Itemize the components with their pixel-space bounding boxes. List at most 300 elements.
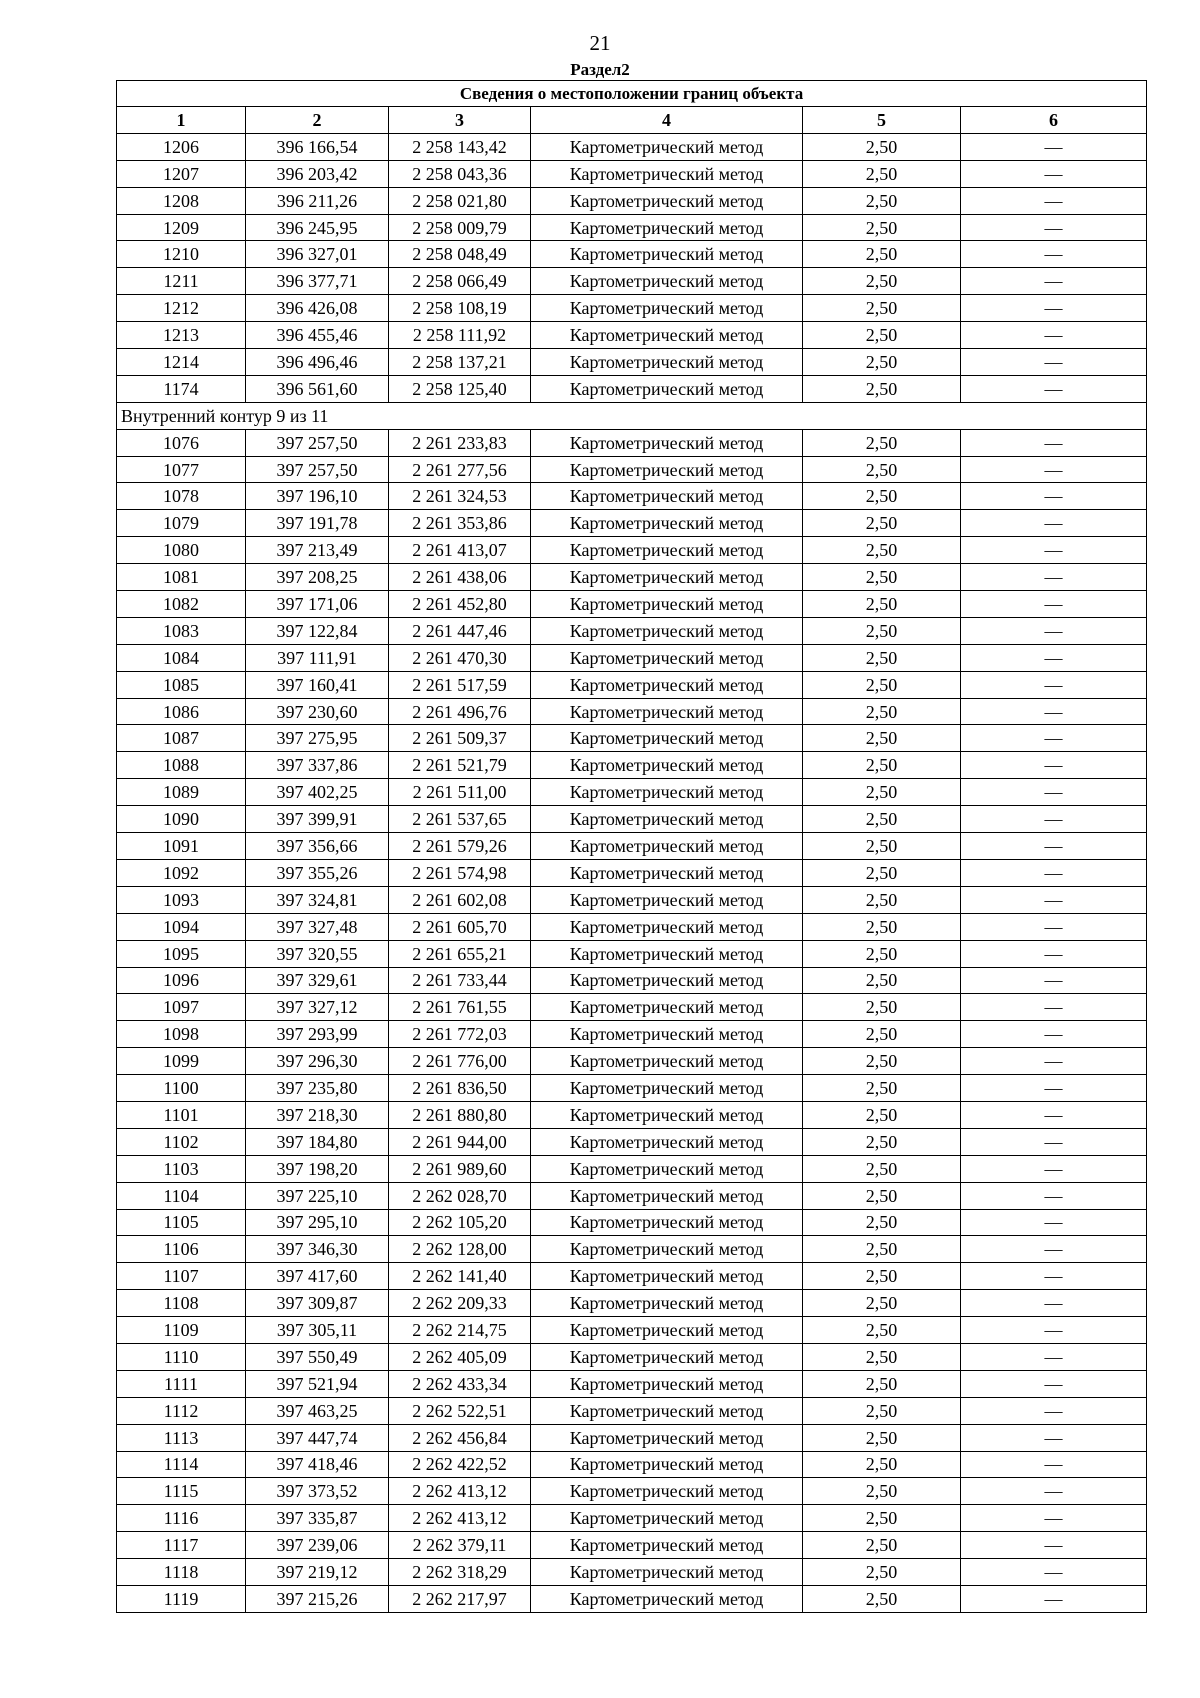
y-coordinate-cell: 2 261 602,08 [389,886,531,913]
y-coordinate-cell: 2 262 105,20 [389,1209,531,1236]
table-row [117,1075,1147,1102]
y-coordinate-cell: 2 262 028,70 [389,1182,531,1209]
table-row [117,752,1147,779]
table-row [117,1585,1147,1612]
accuracy-cell: 2,50 [803,725,961,752]
y-coordinate-cell: 2 262 405,09 [389,1343,531,1370]
table-row [117,1101,1147,1128]
x-coordinate-cell: 397 213,49 [246,537,389,564]
method-cell: Картометрический метод [531,1505,803,1532]
description-cell: — [961,483,1147,510]
table-header-row [117,107,1147,134]
point-number-cell: 1213 [117,322,246,349]
point-number-cell: 1089 [117,779,246,806]
point-number-cell: 1207 [117,160,246,187]
column-header: 2 [246,107,389,134]
point-number-cell: 1082 [117,591,246,618]
accuracy-cell: 2,50 [803,510,961,537]
y-coordinate-cell: 2 262 379,11 [389,1532,531,1559]
accuracy-cell: 2,50 [803,133,961,160]
accuracy-cell: 2,50 [803,806,961,833]
table-row [117,1424,1147,1451]
accuracy-cell: 2,50 [803,967,961,994]
accuracy-cell: 2,50 [803,1021,961,1048]
x-coordinate-cell: 396 211,26 [246,187,389,214]
x-coordinate-cell: 397 329,61 [246,967,389,994]
x-coordinate-cell: 397 305,11 [246,1317,389,1344]
y-coordinate-cell: 2 261 574,98 [389,859,531,886]
point-number-cell: 1210 [117,241,246,268]
accuracy-cell: 2,50 [803,833,961,860]
y-coordinate-cell: 2 258 009,79 [389,214,531,241]
description-cell: — [961,295,1147,322]
table-row [117,1397,1147,1424]
accuracy-cell: 2,50 [803,160,961,187]
method-cell: Картометрический метод [531,752,803,779]
table-row [117,994,1147,1021]
point-number-cell: 1118 [117,1559,246,1586]
method-cell: Картометрический метод [531,1128,803,1155]
x-coordinate-cell: 397 218,30 [246,1101,389,1128]
table-row [117,1370,1147,1397]
accuracy-cell: 2,50 [803,940,961,967]
description-cell: — [961,1532,1147,1559]
description-cell: — [961,1370,1147,1397]
point-number-cell: 1093 [117,886,246,913]
accuracy-cell: 2,50 [803,268,961,295]
accuracy-cell: 2,50 [803,295,961,322]
x-coordinate-cell: 397 215,26 [246,1585,389,1612]
table-row [117,698,1147,725]
table-row [117,1128,1147,1155]
description-cell: — [961,591,1147,618]
table-body-group-1 [117,133,1147,402]
x-coordinate-cell: 396 426,08 [246,295,389,322]
point-number-cell: 1212 [117,295,246,322]
accuracy-cell: 2,50 [803,1236,961,1263]
method-cell: Картометрический метод [531,1263,803,1290]
y-coordinate-cell: 2 261 733,44 [389,967,531,994]
table-row [117,268,1147,295]
accuracy-cell: 2,50 [803,1370,961,1397]
table-row [117,1451,1147,1478]
point-number-cell: 1209 [117,214,246,241]
accuracy-cell: 2,50 [803,591,961,618]
point-number-cell: 1106 [117,1236,246,1263]
y-coordinate-cell: 2 261 447,46 [389,617,531,644]
table-caption: Сведения о местоположении границ объекта [117,81,1147,107]
point-number-cell: 1109 [117,1317,246,1344]
x-coordinate-cell: 397 521,94 [246,1370,389,1397]
point-number-cell: 1112 [117,1397,246,1424]
method-cell: Картометрический метод [531,940,803,967]
table-row [117,617,1147,644]
point-number-cell: 1116 [117,1505,246,1532]
point-number-cell: 1102 [117,1128,246,1155]
y-coordinate-cell: 2 258 137,21 [389,349,531,376]
point-number-cell: 1088 [117,752,246,779]
accuracy-cell: 2,50 [803,1182,961,1209]
description-cell: — [961,913,1147,940]
x-coordinate-cell: 397 171,06 [246,591,389,618]
point-number-cell: 1091 [117,833,246,860]
method-cell: Картометрический метод [531,537,803,564]
accuracy-cell: 2,50 [803,1451,961,1478]
table-row [117,1532,1147,1559]
y-coordinate-cell: 2 261 776,00 [389,1048,531,1075]
table-row [117,1048,1147,1075]
table-row [117,537,1147,564]
y-coordinate-cell: 2 258 021,80 [389,187,531,214]
x-coordinate-cell: 397 320,55 [246,940,389,967]
table-row [117,322,1147,349]
method-cell: Картометрический метод [531,1343,803,1370]
description-cell: — [961,940,1147,967]
description-cell: — [961,1397,1147,1424]
accuracy-cell: 2,50 [803,375,961,402]
method-cell: Картометрический метод [531,429,803,456]
description-cell: — [961,133,1147,160]
method-cell: Картометрический метод [531,1075,803,1102]
point-number-cell: 1097 [117,994,246,1021]
accuracy-cell: 2,50 [803,1048,961,1075]
point-number-cell: 1087 [117,725,246,752]
y-coordinate-cell: 2 262 318,29 [389,1559,531,1586]
x-coordinate-cell: 397 275,95 [246,725,389,752]
method-cell: Картометрический метод [531,1290,803,1317]
column-header: 4 [531,107,803,134]
x-coordinate-cell: 397 418,46 [246,1451,389,1478]
accuracy-cell: 2,50 [803,859,961,886]
method-cell: Картометрический метод [531,1317,803,1344]
y-coordinate-cell: 2 261 233,83 [389,429,531,456]
point-number-cell: 1104 [117,1182,246,1209]
point-number-cell: 1092 [117,859,246,886]
point-number-cell: 1107 [117,1263,246,1290]
y-coordinate-cell: 2 258 143,42 [389,133,531,160]
section-title: Раздел2 [570,60,630,79]
method-cell: Картометрический метод [531,1370,803,1397]
point-number-cell: 1214 [117,349,246,376]
description-cell: — [961,1209,1147,1236]
x-coordinate-cell: 397 230,60 [246,698,389,725]
column-header: 1 [117,107,246,134]
x-coordinate-cell: 396 377,71 [246,268,389,295]
x-coordinate-cell: 397 335,87 [246,1505,389,1532]
table-row [117,375,1147,402]
description-cell: — [961,456,1147,483]
table-row [117,940,1147,967]
table-row [117,1343,1147,1370]
table-row [117,913,1147,940]
x-coordinate-cell: 397 324,81 [246,886,389,913]
description-cell: — [961,644,1147,671]
x-coordinate-cell: 397 198,20 [246,1155,389,1182]
x-coordinate-cell: 397 191,78 [246,510,389,537]
description-cell: — [961,859,1147,886]
contour-row [117,402,1147,429]
point-number-cell: 1078 [117,483,246,510]
accuracy-cell: 2,50 [803,1317,961,1344]
point-number-cell: 1098 [117,1021,246,1048]
y-coordinate-cell: 2 262 522,51 [389,1397,531,1424]
y-coordinate-cell: 2 261 413,07 [389,537,531,564]
y-coordinate-cell: 2 261 452,80 [389,591,531,618]
point-number-cell: 1105 [117,1209,246,1236]
method-cell: Картометрический метод [531,1532,803,1559]
page-number: 21 [589,31,611,55]
accuracy-cell: 2,50 [803,644,961,671]
y-coordinate-cell: 2 262 433,34 [389,1370,531,1397]
method-cell: Картометрический метод [531,1397,803,1424]
table-row [117,886,1147,913]
point-number-cell: 1100 [117,1075,246,1102]
description-cell: — [961,375,1147,402]
table-row [117,833,1147,860]
accuracy-cell: 2,50 [803,241,961,268]
x-coordinate-cell: 397 184,80 [246,1128,389,1155]
method-cell: Картометрический метод [531,1236,803,1263]
point-number-cell: 1080 [117,537,246,564]
accuracy-cell: 2,50 [803,187,961,214]
contour-label: Внутренний контур 9 из 11 [117,402,1147,429]
accuracy-cell: 2,50 [803,1101,961,1128]
method-cell: Картометрический метод [531,725,803,752]
description-cell: — [961,886,1147,913]
x-coordinate-cell: 397 463,25 [246,1397,389,1424]
table-row [117,725,1147,752]
accuracy-cell: 2,50 [803,1478,961,1505]
description-cell: — [961,1451,1147,1478]
accuracy-cell: 2,50 [803,322,961,349]
description-cell: — [961,564,1147,591]
y-coordinate-cell: 2 261 880,80 [389,1101,531,1128]
accuracy-cell: 2,50 [803,913,961,940]
table-row [117,214,1147,241]
description-cell: — [961,1559,1147,1586]
method-cell: Картометрический метод [531,806,803,833]
description-cell: — [961,268,1147,295]
method-cell: Картометрический метод [531,1048,803,1075]
table-body-group-2 [117,429,1147,1612]
point-number-cell: 1095 [117,940,246,967]
x-coordinate-cell: 397 327,48 [246,913,389,940]
x-coordinate-cell: 397 309,87 [246,1290,389,1317]
contour-section [117,402,1147,429]
description-cell: — [961,752,1147,779]
y-coordinate-cell: 2 262 128,00 [389,1236,531,1263]
point-number-cell: 1117 [117,1532,246,1559]
table-row [117,1021,1147,1048]
description-cell: — [961,1290,1147,1317]
method-cell: Картометрический метод [531,456,803,483]
y-coordinate-cell: 2 262 217,97 [389,1585,531,1612]
method-cell: Картометрический метод [531,1478,803,1505]
y-coordinate-cell: 2 261 579,26 [389,833,531,860]
table-row [117,671,1147,698]
point-number-cell: 1085 [117,671,246,698]
description-cell: — [961,994,1147,1021]
x-coordinate-cell: 396 327,01 [246,241,389,268]
x-coordinate-cell: 397 447,74 [246,1424,389,1451]
x-coordinate-cell: 397 337,86 [246,752,389,779]
y-coordinate-cell: 2 261 517,59 [389,671,531,698]
method-cell: Картометрический метод [531,214,803,241]
table-row [117,1209,1147,1236]
description-cell: — [961,1585,1147,1612]
point-number-cell: 1083 [117,617,246,644]
method-cell: Картометрический метод [531,1182,803,1209]
description-cell: — [961,1505,1147,1532]
description-cell: — [961,187,1147,214]
method-cell: Картометрический метод [531,322,803,349]
method-cell: Картометрический метод [531,967,803,994]
table-row [117,1236,1147,1263]
description-cell: — [961,537,1147,564]
point-number-cell: 1110 [117,1343,246,1370]
table-row [117,160,1147,187]
point-number-cell: 1099 [117,1048,246,1075]
x-coordinate-cell: 397 219,12 [246,1559,389,1586]
point-number-cell: 1077 [117,456,246,483]
table-row [117,591,1147,618]
table-row [117,187,1147,214]
y-coordinate-cell: 2 261 944,00 [389,1128,531,1155]
table-row [117,429,1147,456]
accuracy-cell: 2,50 [803,1559,961,1586]
method-cell: Картометрический метод [531,510,803,537]
method-cell: Картометрический метод [531,483,803,510]
method-cell: Картометрический метод [531,295,803,322]
accuracy-cell: 2,50 [803,779,961,806]
y-coordinate-cell: 2 262 456,84 [389,1424,531,1451]
accuracy-cell: 2,50 [803,1075,961,1102]
point-number-cell: 1111 [117,1370,246,1397]
description-cell: — [961,1101,1147,1128]
y-coordinate-cell: 2 262 413,12 [389,1478,531,1505]
accuracy-cell: 2,50 [803,429,961,456]
y-coordinate-cell: 2 258 043,36 [389,160,531,187]
point-number-cell: 1211 [117,268,246,295]
accuracy-cell: 2,50 [803,349,961,376]
table-row [117,806,1147,833]
method-cell: Картометрический метод [531,1209,803,1236]
description-cell: — [961,1478,1147,1505]
table-row [117,483,1147,510]
x-coordinate-cell: 397 293,99 [246,1021,389,1048]
method-cell: Картометрический метод [531,859,803,886]
table-caption-row [117,81,1147,107]
method-cell: Картометрический метод [531,779,803,806]
description-cell: — [961,510,1147,537]
y-coordinate-cell: 2 258 111,92 [389,322,531,349]
x-coordinate-cell: 397 346,30 [246,1236,389,1263]
method-cell: Картометрический метод [531,1451,803,1478]
accuracy-cell: 2,50 [803,214,961,241]
point-number-cell: 1114 [117,1451,246,1478]
description-cell: — [961,806,1147,833]
point-number-cell: 1206 [117,133,246,160]
method-cell: Картометрический метод [531,994,803,1021]
x-coordinate-cell: 397 295,10 [246,1209,389,1236]
accuracy-cell: 2,50 [803,537,961,564]
description-cell: — [961,617,1147,644]
description-cell: — [961,160,1147,187]
description-cell: — [961,779,1147,806]
point-number-cell: 1115 [117,1478,246,1505]
point-number-cell: 1096 [117,967,246,994]
y-coordinate-cell: 2 261 521,79 [389,752,531,779]
method-cell: Картометрический метод [531,617,803,644]
x-coordinate-cell: 396 245,95 [246,214,389,241]
y-coordinate-cell: 2 261 470,30 [389,644,531,671]
table-row [117,1290,1147,1317]
y-coordinate-cell: 2 258 048,49 [389,241,531,268]
x-coordinate-cell: 396 455,46 [246,322,389,349]
accuracy-cell: 2,50 [803,1209,961,1236]
point-number-cell: 1094 [117,913,246,940]
y-coordinate-cell: 2 261 509,37 [389,725,531,752]
table-row [117,1182,1147,1209]
description-cell: — [961,725,1147,752]
x-coordinate-cell: 397 327,12 [246,994,389,1021]
accuracy-cell: 2,50 [803,1505,961,1532]
table-row [117,1505,1147,1532]
accuracy-cell: 2,50 [803,994,961,1021]
accuracy-cell: 2,50 [803,1290,961,1317]
x-coordinate-cell: 397 356,66 [246,833,389,860]
description-cell: — [961,241,1147,268]
method-cell: Картометрический метод [531,1155,803,1182]
description-cell: — [961,349,1147,376]
accuracy-cell: 2,50 [803,483,961,510]
method-cell: Картометрический метод [531,160,803,187]
table-row [117,1478,1147,1505]
accuracy-cell: 2,50 [803,671,961,698]
y-coordinate-cell: 2 258 108,19 [389,295,531,322]
point-number-cell: 1081 [117,564,246,591]
accuracy-cell: 2,50 [803,698,961,725]
accuracy-cell: 2,50 [803,564,961,591]
y-coordinate-cell: 2 261 537,65 [389,806,531,833]
accuracy-cell: 2,50 [803,1424,961,1451]
y-coordinate-cell: 2 262 141,40 [389,1263,531,1290]
x-coordinate-cell: 396 496,46 [246,349,389,376]
column-header: 6 [961,107,1147,134]
accuracy-cell: 2,50 [803,1585,961,1612]
column-header: 5 [803,107,961,134]
method-cell: Картометрический метод [531,671,803,698]
table-row [117,564,1147,591]
method-cell: Картометрический метод [531,1101,803,1128]
y-coordinate-cell: 2 261 761,55 [389,994,531,1021]
accuracy-cell: 2,50 [803,752,961,779]
description-cell: — [961,1155,1147,1182]
y-coordinate-cell: 2 261 605,70 [389,913,531,940]
table-row [117,1317,1147,1344]
x-coordinate-cell: 397 402,25 [246,779,389,806]
y-coordinate-cell: 2 258 125,40 [389,375,531,402]
y-coordinate-cell: 2 262 413,12 [389,1505,531,1532]
y-coordinate-cell: 2 261 277,56 [389,456,531,483]
x-coordinate-cell: 397 417,60 [246,1263,389,1290]
x-coordinate-cell: 397 257,50 [246,429,389,456]
x-coordinate-cell: 397 225,10 [246,1182,389,1209]
point-number-cell: 1208 [117,187,246,214]
method-cell: Картометрический метод [531,1021,803,1048]
y-coordinate-cell: 2 261 772,03 [389,1021,531,1048]
point-number-cell: 1086 [117,698,246,725]
